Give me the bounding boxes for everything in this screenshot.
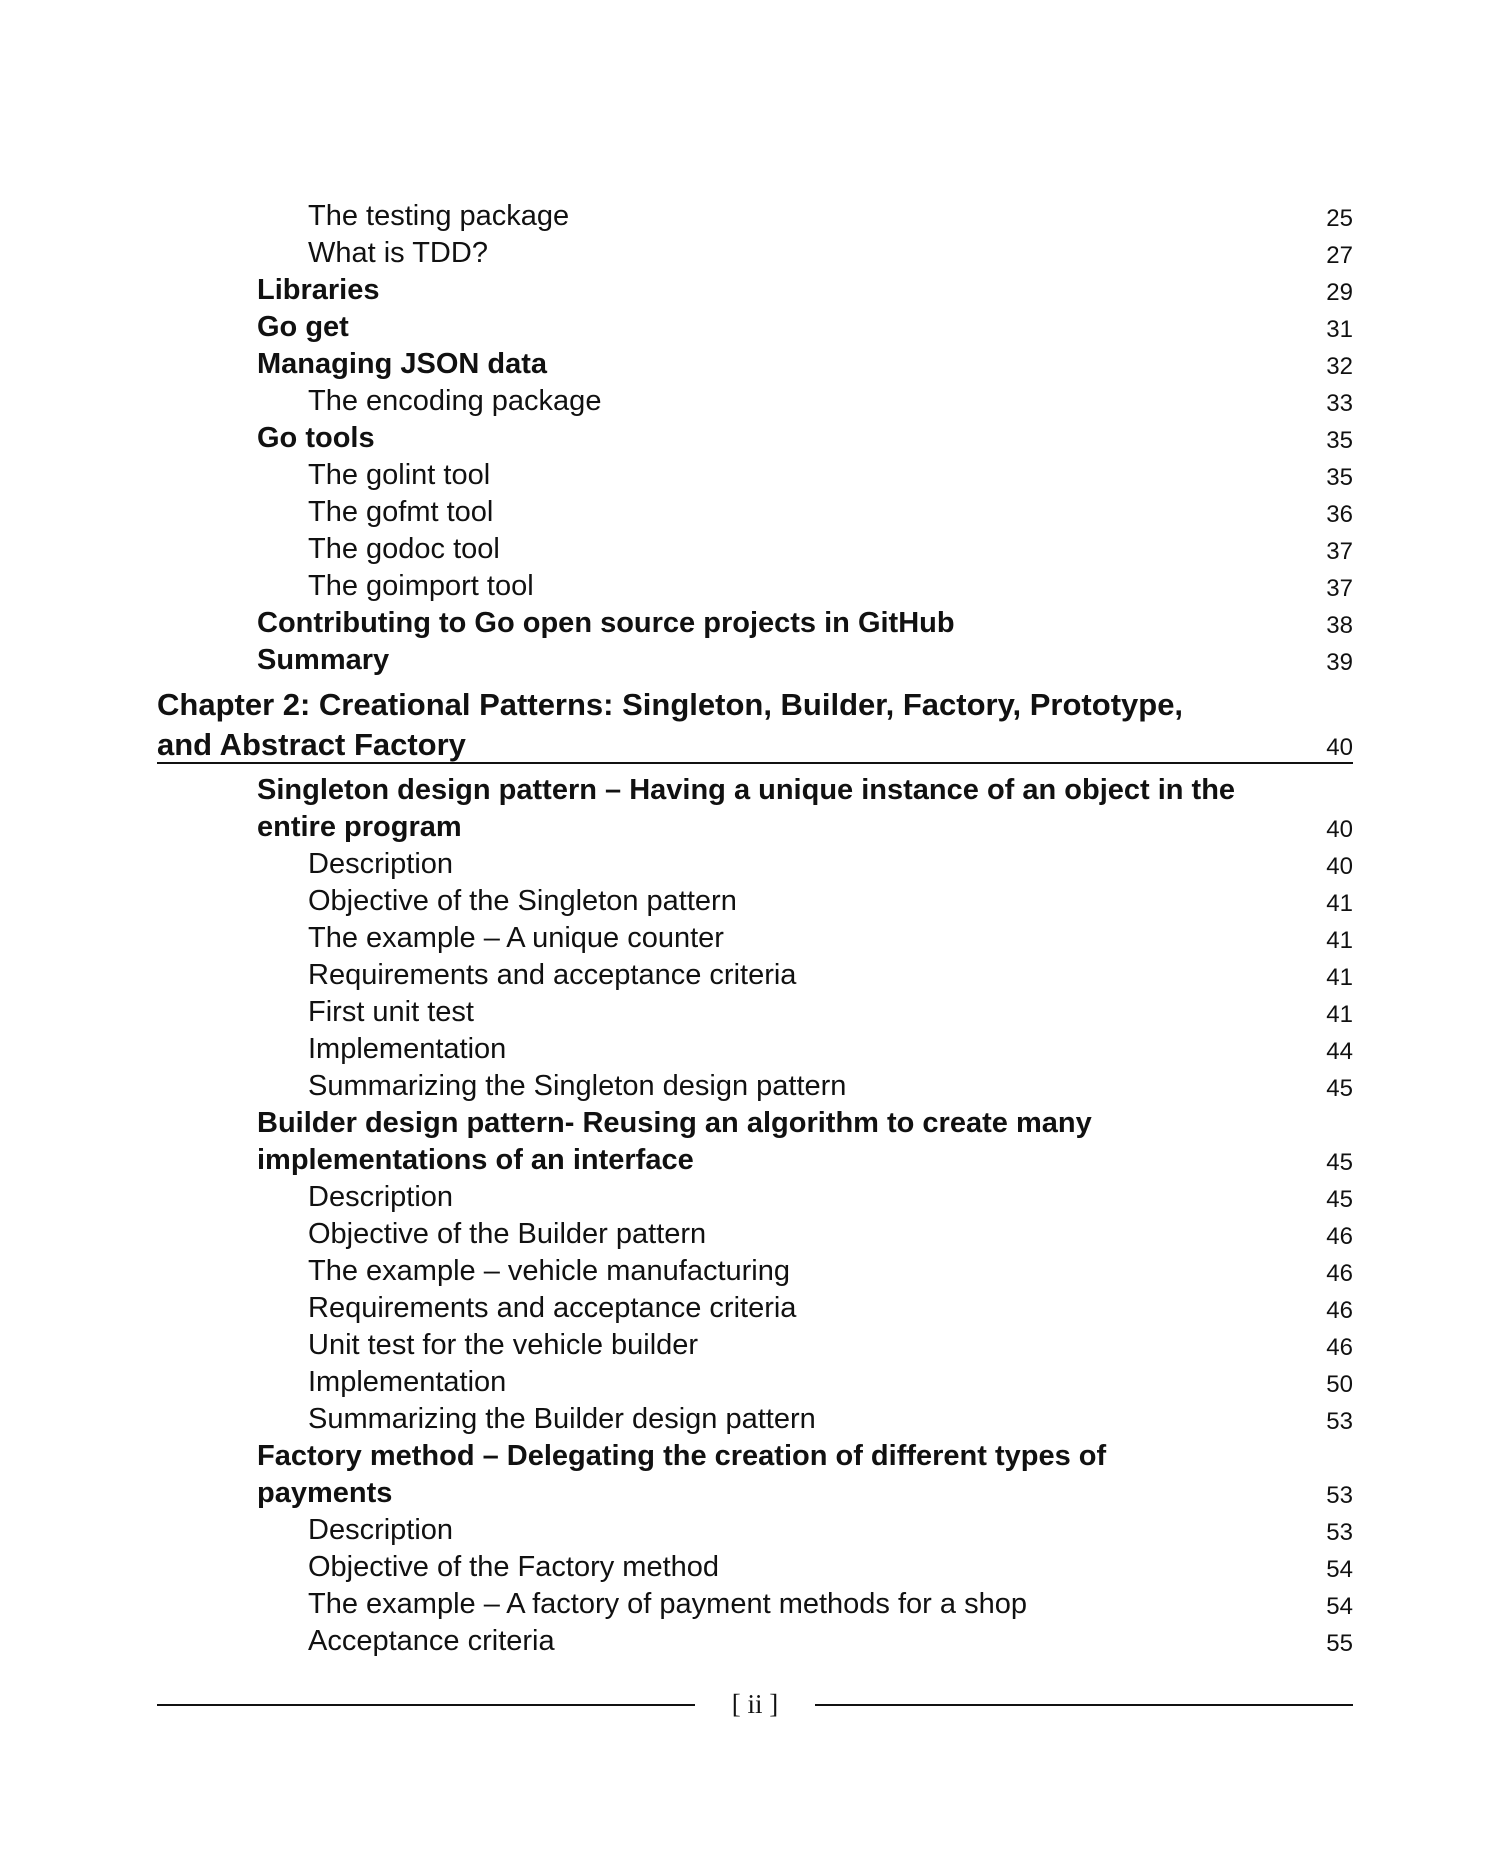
toc-entry-title: Managing JSON data [257, 348, 548, 380]
toc-entry-title: Objective of the Factory method [308, 1551, 720, 1583]
toc-entry-page-number: 54 [1326, 1556, 1353, 1583]
footer-rule-left [157, 1704, 695, 1706]
toc-entry-title: Go get [257, 311, 349, 343]
toc-entry-title-line-2: implementations of an interface [257, 1144, 694, 1176]
toc-entry-page-number: 41 [1326, 1001, 1353, 1028]
toc-entry-title: The godoc tool [308, 533, 500, 565]
toc-entry-page-number: 41 [1326, 964, 1353, 991]
toc-entry-page-number: 40 [1326, 853, 1353, 880]
toc-entry-title: Requirements and acceptance criteria [308, 1292, 797, 1324]
toc-entry-page-number: 35 [1326, 427, 1353, 454]
toc-entry-page-number: 53 [1326, 1482, 1353, 1509]
toc-entry-title-line-2: entire program [257, 811, 462, 843]
toc-entry-title-line-1: Singleton design pattern – Having a unique instance of an object in the [257, 774, 1236, 806]
toc-entry-page-number: 29 [1326, 279, 1353, 306]
toc-entry-title: The golint tool [308, 459, 491, 491]
toc-entry-title: The example – vehicle manufacturing [308, 1255, 790, 1287]
toc-entry-page-number: 33 [1326, 390, 1353, 417]
toc-entry-title: Implementation [308, 1366, 507, 1398]
toc-entry-title: Objective of the Builder pattern [308, 1218, 707, 1250]
toc-entry-page-number: 46 [1326, 1223, 1353, 1250]
toc-entry-title: Summarizing the Builder design pattern [308, 1403, 816, 1435]
toc-entry-page-number: 53 [1326, 1519, 1353, 1546]
toc-entry-page-number: 32 [1326, 353, 1353, 380]
toc-entry-title-line-2: payments [257, 1477, 393, 1509]
toc-entry-title-line-2: and Abstract Factory [157, 727, 466, 762]
toc-entry-title: Unit test for the vehicle builder [308, 1329, 699, 1361]
toc-entry-page-number: 41 [1326, 927, 1353, 954]
toc-entry-page-number: 44 [1326, 1038, 1353, 1065]
toc-entry-title: The testing package [308, 200, 570, 232]
chapter-divider-rule [157, 762, 1353, 764]
toc-entry-page-number: 25 [1326, 205, 1353, 232]
toc-entry-page-number: 45 [1326, 1149, 1353, 1176]
toc-entry-title: Summarizing the Singleton design pattern [308, 1070, 847, 1102]
toc-entry-title: Go tools [257, 422, 375, 454]
toc-entry-page-number: 37 [1326, 538, 1353, 565]
toc-entry-title-line-1: Chapter 2: Creational Patterns: Singleton, Builder, Factory, Prototype, [157, 687, 1184, 722]
toc-entry-page-number: 46 [1326, 1334, 1353, 1361]
toc-entry-title-line-1: Factory method – Delegating the creation of different types of [257, 1440, 1107, 1472]
toc-entry-page-number: 55 [1326, 1630, 1353, 1657]
toc-entry-page-number: 31 [1326, 316, 1353, 343]
toc-entry-page-number: 37 [1326, 575, 1353, 602]
toc-entry-title: The example – A factory of payment methods for a shop [308, 1588, 1027, 1620]
toc-entry-title: The goimport tool [308, 570, 534, 602]
toc-entry-title: Contributing to Go open source projects in GitHub [257, 607, 955, 639]
toc-entry-page-number: 54 [1326, 1593, 1353, 1620]
toc-entry-title: Description [308, 1514, 454, 1546]
toc-entry-title: The gofmt tool [308, 496, 494, 528]
toc-entry-page-number: 45 [1326, 1186, 1353, 1213]
toc-entry-title: Acceptance criteria [308, 1625, 555, 1657]
footer-rule-right [815, 1704, 1353, 1706]
toc-entry-page-number: 45 [1326, 1075, 1353, 1102]
toc-entry-page-number: 46 [1326, 1297, 1353, 1324]
toc-entry-title: Implementation [308, 1033, 507, 1065]
toc-entry-page-number: 40 [1326, 816, 1353, 843]
toc-entry-title: The example – A unique counter [308, 922, 724, 954]
toc-entry-title: Summary [257, 644, 390, 676]
toc-entry-page-number: 38 [1326, 612, 1353, 639]
toc-entry-page-number: 53 [1326, 1408, 1353, 1435]
toc-entry-title: Libraries [257, 274, 380, 306]
toc-entry-page-number: 35 [1326, 464, 1353, 491]
toc-entry-title: What is TDD? [308, 237, 488, 269]
toc-entry-page-number: 40 [1326, 734, 1353, 761]
toc-entry-page-number: 46 [1326, 1260, 1353, 1287]
toc-entry-title: First unit test [308, 996, 474, 1028]
toc-entry-page-number: 36 [1326, 501, 1353, 528]
toc-entry-page-number: 39 [1326, 649, 1353, 676]
toc-entry-page-number: 41 [1326, 890, 1353, 917]
toc-entry-title: Description [308, 1181, 454, 1213]
toc-entry-title: Description [308, 848, 454, 880]
toc-entry-page-number: 50 [1326, 1371, 1353, 1398]
toc-entry-title: The encoding package [308, 385, 602, 417]
toc-entry-title-line-1: Builder design pattern- Reusing an algorithm to create many [257, 1107, 1092, 1139]
page-number: [ ii ] [731, 1689, 779, 1719]
toc-entry-title: Objective of the Singleton pattern [308, 885, 737, 917]
toc-entry-page-number: 27 [1326, 242, 1353, 269]
toc-entry-title: Requirements and acceptance criteria [308, 959, 797, 991]
